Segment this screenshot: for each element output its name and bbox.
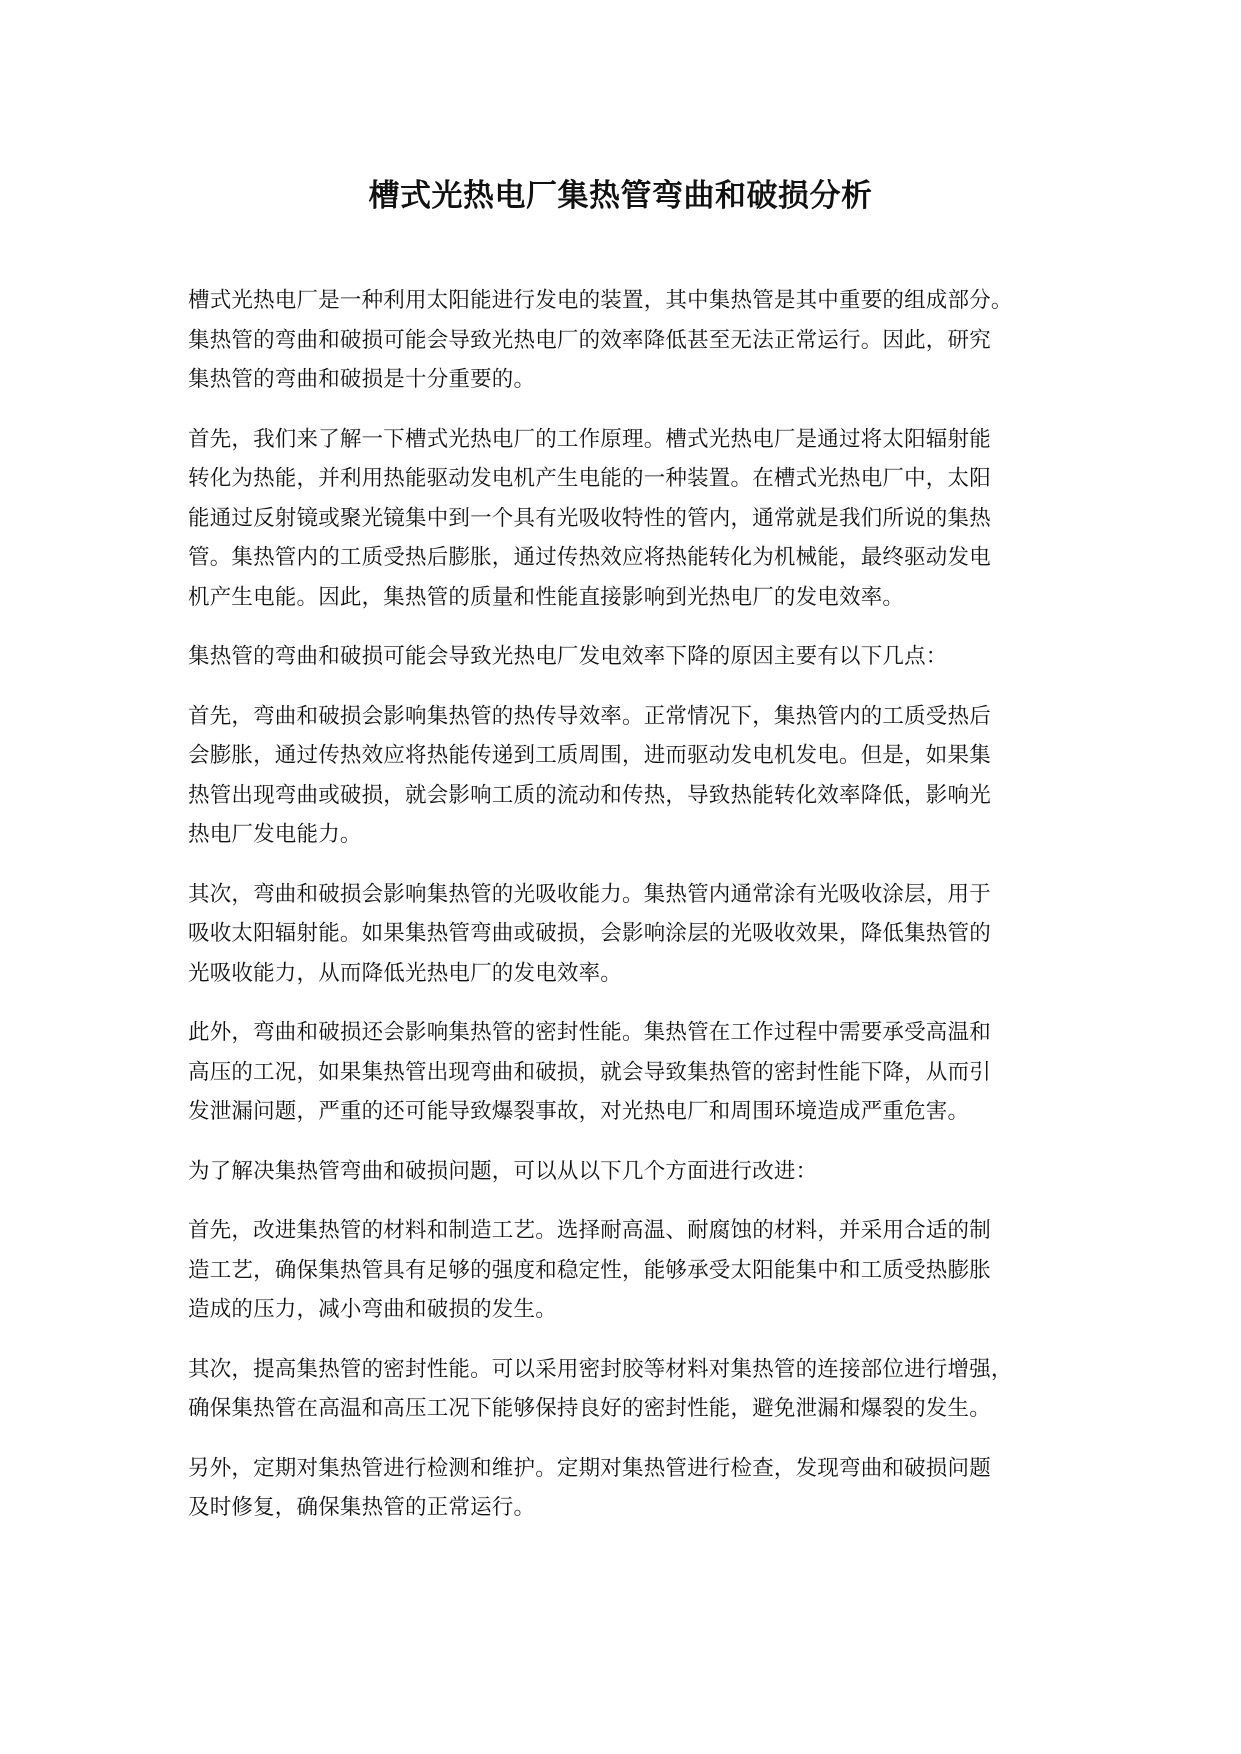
paragraph-line: 其次，提高集热管的密封性能。可以采用密封胶等材料对集热管的连接部位进行增强，	[188, 1356, 1013, 1382]
paragraph-line: 及时修复，确保集热管的正常运行。	[188, 1495, 536, 1520]
paragraph	[188, 637, 1078, 677]
paragraph	[188, 1449, 1078, 1528]
paragraph-line: 集热管的弯曲和破损可能会导致光热电厂发电效率下降的原因主要有以下几点：	[188, 644, 948, 669]
paragraph	[188, 281, 1078, 400]
paragraph-line: 此外，弯曲和破损还会影响集热管的密封性能。集热管在工作过程中需要承受高温和	[188, 1020, 991, 1045]
paragraph-line: 能通过反射镜或聚光镜集中到一个具有光吸收特性的管内，通常就是我们所说的集热	[188, 505, 991, 531]
paragraph-line: 造工艺，确保集热管具有足够的强度和稳定性，能够承受太阳能集中和工质受热膨胀	[188, 1257, 991, 1283]
paragraph-line: 发泄漏问题，严重的还可能导致爆裂事故，对光热电厂和周围环境造成严重危害。	[188, 1099, 970, 1124]
paragraph	[188, 1013, 1078, 1132]
paragraph-line: 吸收太阳辐射能。如果集热管弯曲或破损，会影响涂层的光吸收效果，降低集热管的	[188, 921, 991, 946]
paragraph-line: 首先，我们来了解一下槽式光热电厂的工作原理。槽式光热电厂是通过将太阳辐射能	[188, 426, 991, 452]
paragraph-line: 高压的工况，如果集热管出现弯曲和破损，就会导致集热管的密封性能下降，从而引	[188, 1059, 991, 1085]
paragraph	[188, 1211, 1078, 1330]
paragraph-line: 集热管的弯曲和破损是十分重要的。	[188, 367, 536, 392]
paragraph-line: 会膨胀，通过传热效应将热能传递到工质周围，进而驱动发电机发电。但是，如果集	[188, 743, 991, 768]
paragraph-line: 热管出现弯曲或破损，就会影响工质的流动和传热，导致热能转化效率降低，影响光	[188, 782, 991, 808]
paragraph-line: 槽式光热电厂是一种利用太阳能进行发电的装置，其中集热管是其中重要的组成部分。	[188, 288, 1013, 313]
paragraph-line: 首先，弯曲和破损会影响集热管的热传导效率。正常情况下，集热管内的工质受热后	[188, 703, 991, 729]
paragraph-line: 造成的压力，减小弯曲和破损的发生。	[188, 1297, 557, 1322]
paragraph	[188, 697, 1078, 855]
paragraph-line: 机产生电能。因此，集热管的质量和性能直接影响到光热电厂的发电效率。	[188, 584, 905, 610]
paragraph	[188, 420, 1078, 618]
paragraph-line: 光吸收能力，从而降低光热电厂的发电效率。	[188, 960, 623, 986]
paragraph-line: 首先，改进集热管的材料和制造工艺。选择耐高温、耐腐蚀的材料，并采用合适的制	[188, 1218, 991, 1243]
paragraph-line: 集热管的弯曲和破损可能会导致光热电厂的效率降低甚至无法正常运行。因此，研究	[188, 327, 991, 353]
paragraph-line: 另外，定期对集热管进行检测和维护。定期对集热管进行检查，发现弯曲和破损问题	[188, 1455, 991, 1481]
paragraph-line: 转化为热能，并利用热能驱动发电机产生电能的一种装置。在槽式光热电厂中，太阳	[188, 466, 991, 491]
paragraph-line: 为了解决集热管弯曲和破损问题，可以从以下几个方面进行改进：	[188, 1158, 818, 1184]
paragraph-line: 其次，弯曲和破损会影响集热管的光吸收能力。集热管内通常涂有光吸收涂层，用于	[188, 881, 991, 907]
paragraph-line: 管。集热管内的工质受热后膨胀，通过传热效应将热能转化为机械能，最终驱动发电	[188, 545, 991, 570]
paragraph	[188, 1152, 1078, 1192]
paragraph-line: 确保集热管在高温和高压工况下能够保持良好的密封性能，避免泄漏和爆裂的发生。	[188, 1396, 991, 1421]
paragraph	[188, 875, 1078, 994]
paragraph	[188, 1350, 1078, 1429]
document-body	[188, 281, 1078, 1548]
document-title: 槽式光热电厂集热管弯曲和破损分析	[368, 178, 873, 214]
paragraph-line: 热电厂发电能力。	[188, 822, 362, 847]
